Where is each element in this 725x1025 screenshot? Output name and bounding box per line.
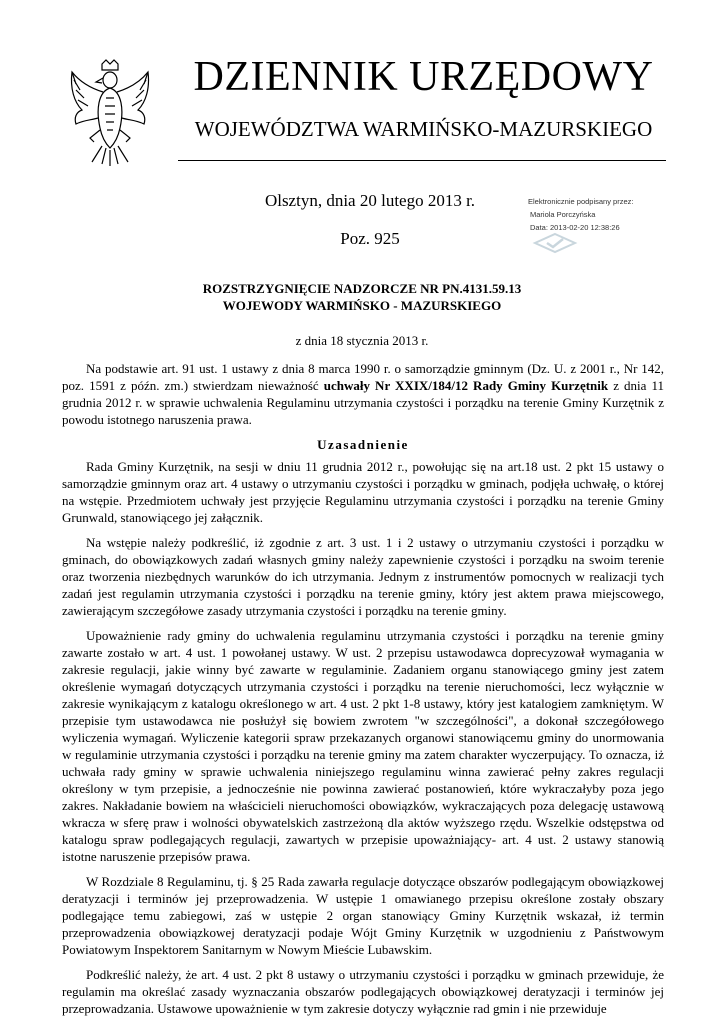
signature-check-icon (525, 232, 585, 254)
paragraph-decision-text-c: z dnia 11 grudnia 2012 r. w sprawie uchwalenia Regulaminu utrzymania czystości i porządku na terenie Gminy Kurzętnik z powodu istotnego naruszenia prawa. (62, 378, 664, 427)
document-title (62, 280, 662, 314)
paragraph-3: Na wstępie należy podkreślić, iż zgodnie z art. 3 ust. 1 i 2 ustawy o utrzymaniu czystości i porządku w gminach, do obowiązkowych zadań własnych gminy należy zapewnienie czystości i porządku na swoim terenie oraz tworzenia niezbędnych warunków do ich utrzymania. Jednym z instrumentów pomocnych w realizacji tych zadań jest regulamin utrzymania czystości i porządku na terenie gminy, który jest aktem prawa miejscowego, zawierającym szczegółowe zasady utrzymania czystości i porządku na terenie gminy. (62, 535, 664, 618)
paragraph-4: Upoważnienie rady gminy do uchwalenia regulaminu utrzymania czystości i porządku na terenie gminy zawarte zostało w art. 4 ust. 1 powołanej ustawy. W ust. 2 przepisu ustawodawca doprecyzował wymagania w zakresie regulacji, jakie winny być zawarte w regulaminie. Zadaniem organu stanowiącego gminy jest zatem określenie wymagań dotyczących utrzymania czystości i porządku na terenie nieruchomości, lecz wyłącznie w zakresie wynikającym z katalogu określonego w art. 4 ust. 2 pkt 1-8 ustawy, który jest katalogiem zamkniętym. W przepisie tym ustawodawca nie posłużył się bowiem zwrotem "w szczególności", a dokonał szczegółowego wyliczenia wymagań. Wyliczenie kategorii spraw przekazanych organowi stanowiącemu gminy do unormowania w regulaminie utrzymania czystości i porządku na terenie gminy ma zatem charakter wyczerpujący. To oznacza, iż uchwała rady gminy w sprawie uchwalenia niniejszego regulaminu winna zawierać pełny zakres regulacji określony w tym przepisie, a jednocześnie nie powinna zawierać postanowień, które wykraczałyby poza jego zakres. Nakładanie bowiem na właścicieli nieruchomości obowiązków, wykraczających poza delegację ustawową wkracza w sferę praw i wolności obywatelskich zastrzeżoną dla aktów wyższego rzędu. Wszelkie odstępstwa od katalogu spraw podlegających regulacji, zawartych w przepisie upoważniający- art. 4 ust. 2 ustawy stanowią istotne naruszenie przepisów prawa. (62, 628, 664, 864)
paragraph-6: Podkreślić należy, że art. 4 ust. 2 pkt 8 ustawy o utrzymaniu czystości i porządku w gminach przewiduje, że regulamin ma określać zasady wyznaczania obszarów podlegających obowiązkowej deratyzacji i terminów jej przeprowadzania. Ustawowe upoważnienie w tym zakresie dotyczy wyłącznie rad gmin i nie przewiduje (62, 967, 664, 1016)
paragraph-decision-text-a: Na podstawie art. 91 ust. 1 ustawy z dnia 8 marca 1990 r. o samorządzie gminnym (Dz. U. z 2001 r., Nr 142, poz. 1591 z późn. zm.) stwierdzam nieważność (62, 361, 664, 393)
paragraph-decision (62, 360, 664, 428)
document-title-line-2: WOJEWODY WARMIŃSKO - MAZURSKIEGO (222, 298, 502, 313)
document-title-line-1: ROZSTRZYGNIĘCIE NADZORCZE NR PN.4131.59.13 (202, 281, 522, 296)
paragraph-5: W Rozdziale 8 Regulaminu, tj. § 25 Rada zawarła regulacje dotyczące obszarów podlegającym obowiązkowej deratyzacji i terminów jej przeprowadzenia. W ustępie 1 omawianego przepisu określone zostały obszary podlegające temu zabiegowi, zaś w ustępie 2 organ stanowiący Gminy Kurzętnik wskazał, iż termin przeprowadzenia obowiązkowej deratyzacji podaje Wójt Gminy Kurzętnik w uzgodnieniu z Państwowym Powiatowym Inspektorem Sanitarnym w Nowym Mieście Lubawskim. (62, 874, 664, 957)
resolution-reference: uchwały Nr XXIX/184/12 Rady Gminy Kurzętnik (323, 378, 609, 393)
justification-heading: Uzasadnienie (317, 437, 409, 452)
paragraph-2: Rada Gminy Kurzętnik, na sesji w dniu 11 grudnia 2012 r., powołując się na art.18 ust. 2 pkt 15 ustawy o samorządzie gminnym oraz art. 4 ustawy o utrzymaniu czystości i porządku w gminach, podjęła uchwałę, o której na wstępie. Przedmiotem uchwały jest przyjęcie Regulaminu utrzymania czystości i porządku na terenie Gminy Grunwald, stanowiącego jej załącznik. (62, 459, 664, 525)
eagle-emblem (62, 58, 158, 170)
signature-label: Elektronicznie podpisany przez: (528, 197, 634, 206)
document-date: z dnia 18 stycznia 2013 r. (295, 333, 429, 348)
document-body (62, 360, 664, 1025)
signature-date: Data: 2013-02-20 12:38:26 (530, 223, 620, 232)
publication-place-date: Olsztyn, dnia 20 lutego 2013 r. (264, 191, 476, 210)
position-number: Poz. 925 (340, 229, 400, 248)
masthead-divider (178, 160, 666, 161)
journal-title: DZIENNIK URZĘDOWY (193, 54, 654, 100)
journal-subtitle: WOJEWÓDZTWA WARMIŃSKO-MAZURSKIEGO (194, 117, 653, 141)
electronic-signature (528, 195, 688, 234)
signer-name: Mariola Porczyńska (530, 210, 596, 219)
